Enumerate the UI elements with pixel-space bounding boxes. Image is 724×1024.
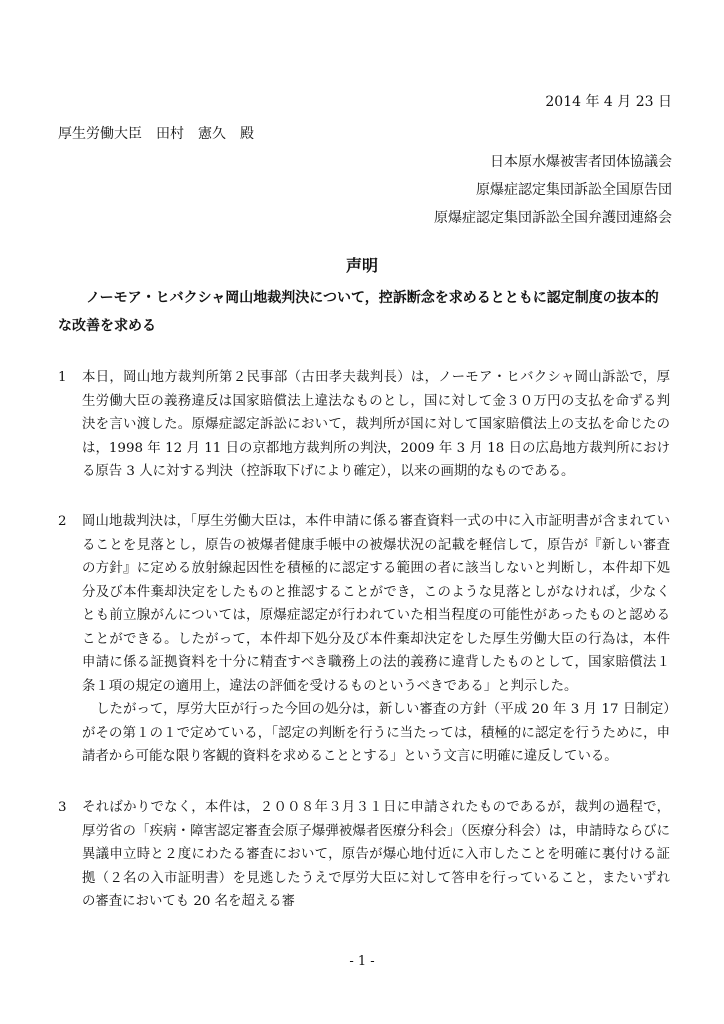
document-title: 声明	[345, 256, 378, 275]
page-number: - 1 -	[349, 954, 375, 969]
section-body	[82, 366, 670, 484]
section-number: 2	[58, 514, 67, 529]
section-body	[82, 796, 670, 914]
paragraph: 岡山地裁判決は，「厚生労働大臣は，本件申請に係る審査資料一式の中に入市証明書が含まれていることを見落とし，原告の被爆者健康手帳中の被爆状況の記載を軽信して，原告が『新しい審査の方針』に定める放射線起因性を積極的に認定する範囲の者に該当しないと判断し，本件却下処分及び本件棄却決定をしたものと推認することができ，このような見落としがなければ，少なくとも前立腺がんについては，原爆症認定が行われていた相当程度の可能性があったものと認めることができる。したがって，本件却下処分及び本件棄却決定をした厚生労働大臣の行為は，本件申請に係る証拠資料を十分に精査すべき職務上の法的義務に違背したものとして，国家賠償法１条１項の規定の適用上，違法の評価を受けるものというべきである」と判示した。	[82, 514, 670, 694]
sender-organization: 原爆症認定集団訴訟全国弁護団連絡会	[434, 210, 672, 226]
section-number: 1	[58, 370, 67, 385]
section-3	[58, 796, 670, 914]
sender-organization: 原爆症認定集団訴訟全国原告団	[476, 182, 672, 198]
paragraph: そればかりでなく，本件は，２００８年３月３１日に申請されたものであるが，裁判の過程で，厚労省の「疾病・障害認定審査会原子爆弾被爆者医療分科会」（医療分科会）は，申請時ならびに異議申立時と２度にわたる審査において，原告が爆心地付近に入市したことを明確に裏付ける証拠（２名の入市証明書）を見逃したうえで厚労大臣に対して答申を行っていること，またいずれの審査においても 20 名を超える審	[82, 800, 670, 909]
document-subtitle: ノーモア・ヒバクシャ岡山地裁判決について，控訴断念を求めるとともに認定制度の抜本的な改善を求める	[58, 290, 659, 334]
sender-list	[434, 148, 672, 232]
section-body	[82, 510, 670, 769]
document-date: 2014 年 4 月 23 日	[545, 94, 672, 110]
section-number: 3	[58, 800, 67, 815]
sender-organization: 日本原水爆被害者団体協議会	[490, 154, 672, 170]
paragraph: 本日，岡山地方裁判所第２民事部（古田孝夫裁判長）は，ノーモア・ヒバクシャ岡山訴訟で，厚生労働大臣の義務違反は国家賠償法上違法なものとし，国に対して金３０万円の支払を命ずる判決を言い渡した。原爆症認定訴訟において，裁判所が国に対して国家賠償法上の支払を命じたのは，1998 年 12 月 11 日の京都地方裁判所の判決，2009 年 3 月 18 日の広島地方裁判所における原告 3 人に対する判決（控訴取下げにより確定），以来の画期的なものである。	[82, 370, 670, 479]
section-2	[58, 510, 670, 769]
paragraph: したがって，厚労大臣が行った今回の処分は，新しい審査の方針（平成 20 年 3 月 17 日制定）がその第１の１で定めている，「認定の判断を行うに当たっては，積極的に認定を行うために，申請者から可能な限り客観的資料を求めることとする」という文言に明確に違反している。	[82, 702, 670, 764]
section-1	[58, 366, 670, 484]
addressee: 厚生労働大臣 田村 憲久 殿	[58, 126, 254, 142]
